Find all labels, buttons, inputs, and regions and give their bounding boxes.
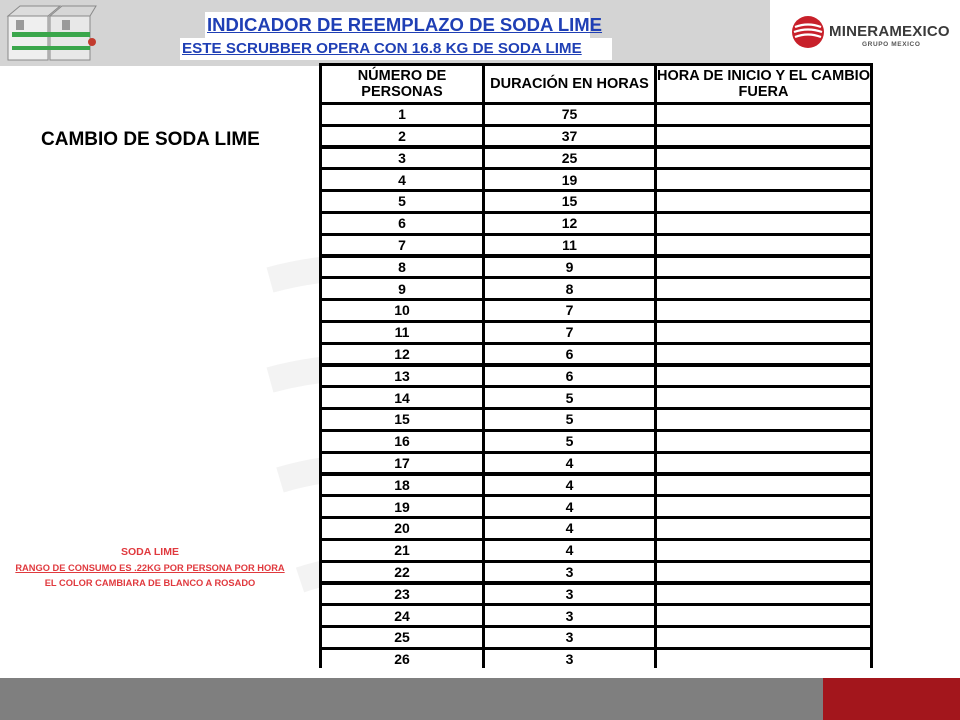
- cell-persons: 22: [322, 563, 482, 582]
- logo-subtitle: GRUPO MEXICO: [862, 41, 921, 48]
- cell-persons: 14: [322, 388, 482, 407]
- title-line-1: INDICADOR DE REEMPLAZO DE SODA LIME: [205, 12, 590, 38]
- cell-persons: 1: [322, 105, 482, 124]
- cell-start-change[interactable]: [657, 410, 870, 429]
- cell-duration: 75: [485, 105, 654, 124]
- replacement-table: [319, 63, 873, 668]
- scrubber-unit-image: [6, 2, 98, 64]
- cell-persons: 10: [322, 301, 482, 320]
- cell-duration: 5: [485, 432, 654, 451]
- cell-duration: 4: [485, 476, 654, 495]
- logo-name: MINERAMEXICO: [829, 23, 950, 40]
- cell-duration: 4: [485, 497, 654, 516]
- cell-persons: 20: [322, 519, 482, 538]
- cell-persons: 2: [322, 127, 482, 146]
- cell-start-change[interactable]: [657, 192, 870, 211]
- page-title: CAMBIO DE SODA LIME: [41, 129, 260, 150]
- cell-duration: 3: [485, 650, 654, 669]
- cell-start-change[interactable]: [657, 279, 870, 298]
- cell-duration: 4: [485, 519, 654, 538]
- cell-duration: 37: [485, 127, 654, 146]
- cell-duration: 3: [485, 628, 654, 647]
- cell-persons: 23: [322, 585, 482, 604]
- cell-persons: 13: [322, 367, 482, 386]
- footer-gray-bar: [0, 678, 823, 720]
- cell-persons: 19: [322, 497, 482, 516]
- cell-start-change[interactable]: [657, 519, 870, 538]
- cell-persons: 4: [322, 170, 482, 189]
- cell-duration: 4: [485, 454, 654, 473]
- cell-start-change[interactable]: [657, 236, 870, 255]
- cell-start-change[interactable]: [657, 105, 870, 124]
- title-line-2: ESTE SCRUBBER OPERA CON 16.8 KG DE SODA LIME: [180, 38, 612, 60]
- cell-start-change[interactable]: [657, 432, 870, 451]
- cell-persons: 5: [322, 192, 482, 211]
- cell-duration: 25: [485, 149, 654, 168]
- cell-persons: 9: [322, 279, 482, 298]
- cell-persons: 7: [322, 236, 482, 255]
- cell-start-change[interactable]: [657, 214, 870, 233]
- cell-persons: 8: [322, 258, 482, 277]
- cell-start-change[interactable]: [657, 541, 870, 560]
- cell-persons: 11: [322, 323, 482, 342]
- cell-start-change[interactable]: [657, 497, 870, 516]
- cell-duration: 3: [485, 563, 654, 582]
- cell-persons: 17: [322, 454, 482, 473]
- cell-duration: 8: [485, 279, 654, 298]
- cell-persons: 3: [322, 149, 482, 168]
- header-number-of-persons: NÚMERO DE PERSONAS: [322, 66, 482, 102]
- cell-persons: 26: [322, 650, 482, 669]
- cell-start-change[interactable]: [657, 323, 870, 342]
- header-start-change-time: HORA DE INICIO Y EL CAMBIO FUERA: [657, 68, 870, 100]
- cell-persons: 18: [322, 476, 482, 495]
- cell-duration: 7: [485, 301, 654, 320]
- soda-lime-note-title: SODA LIME: [121, 546, 179, 558]
- cell-duration: 5: [485, 388, 654, 407]
- cell-start-change[interactable]: [657, 650, 870, 669]
- header-duration-hours: DURACIÓN EN HORAS: [485, 66, 654, 102]
- cell-duration: 7: [485, 323, 654, 342]
- cell-duration: 12: [485, 214, 654, 233]
- cell-persons: 25: [322, 628, 482, 647]
- soda-lime-consumption-note: RANGO DE CONSUMO ES .22KG POR PERSONA POR HORA: [15, 563, 285, 573]
- cell-persons: 21: [322, 541, 482, 560]
- cell-persons: 15: [322, 410, 482, 429]
- cell-persons: 12: [322, 345, 482, 364]
- cell-start-change[interactable]: [657, 628, 870, 647]
- cell-start-change[interactable]: [657, 606, 870, 625]
- cell-start-change[interactable]: [657, 345, 870, 364]
- soda-lime-color-note: EL COLOR CAMBIARA DE BLANCO A ROSADO: [44, 578, 256, 588]
- cell-duration: 6: [485, 345, 654, 364]
- cell-start-change[interactable]: [657, 301, 870, 320]
- cell-duration: 5: [485, 410, 654, 429]
- cell-start-change[interactable]: [657, 127, 870, 146]
- cell-start-change[interactable]: [657, 476, 870, 495]
- cell-start-change[interactable]: [657, 258, 870, 277]
- cell-duration: 3: [485, 585, 654, 604]
- cell-start-change[interactable]: [657, 585, 870, 604]
- cell-duration: 3: [485, 606, 654, 625]
- cell-duration: 6: [485, 367, 654, 386]
- cell-start-change[interactable]: [657, 563, 870, 582]
- cell-start-change[interactable]: [657, 367, 870, 386]
- cell-start-change[interactable]: [657, 388, 870, 407]
- cell-persons: 24: [322, 606, 482, 625]
- cell-persons: 16: [322, 432, 482, 451]
- minera-mexico-logo-icon: [790, 14, 826, 50]
- cell-duration: 9: [485, 258, 654, 277]
- cell-duration: 11: [485, 236, 654, 255]
- cell-persons: 6: [322, 214, 482, 233]
- cell-duration: 4: [485, 541, 654, 560]
- cell-start-change[interactable]: [657, 454, 870, 473]
- footer-red-bar: [823, 678, 960, 720]
- cell-duration: 19: [485, 170, 654, 189]
- cell-start-change[interactable]: [657, 170, 870, 189]
- cell-start-change[interactable]: [657, 149, 870, 168]
- cell-duration: 15: [485, 192, 654, 211]
